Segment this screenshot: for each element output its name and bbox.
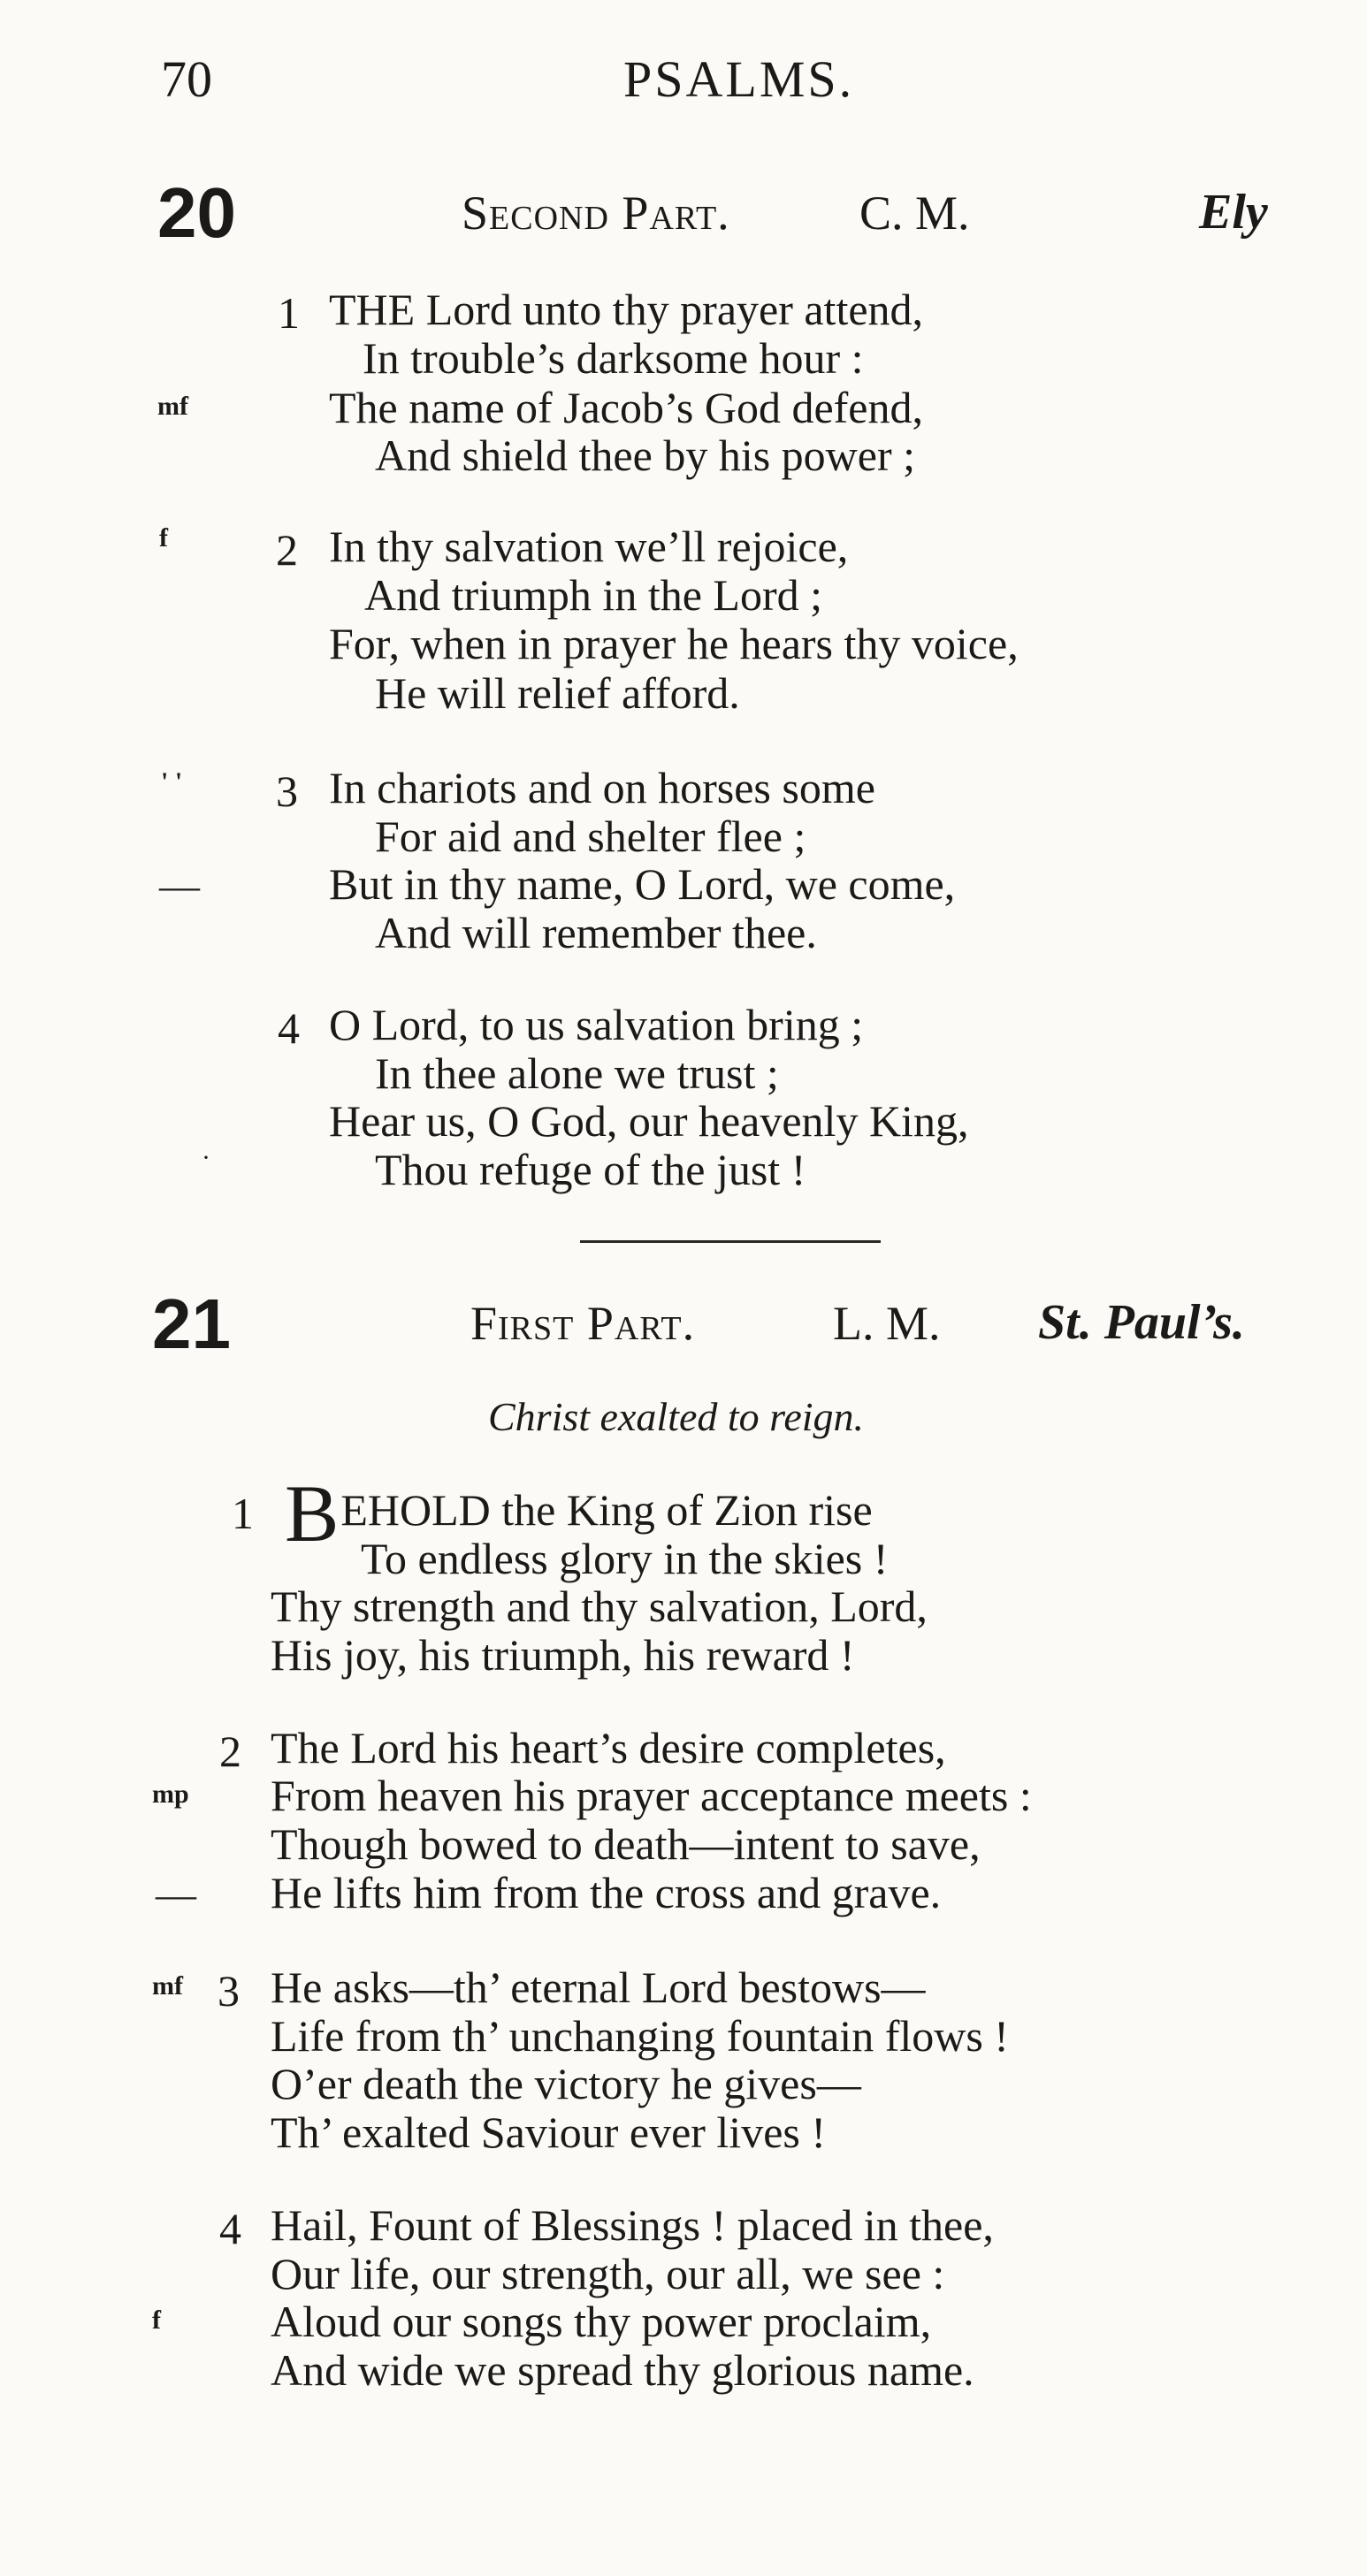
psalm-21-verse-1-number: 1 (232, 1489, 254, 1538)
verse-line: Hear us, O God, our heavenly King, (329, 1096, 969, 1146)
drop-cap: B (285, 1468, 340, 1559)
psalm-21-part: First Part. (470, 1297, 696, 1350)
verse-line: Though bowed to death—intent to save, (271, 1819, 981, 1869)
verse-line: O Lord, to us salvation bring ; (329, 1000, 864, 1049)
verse-line: Life from th’ unchanging fountain flows ! (271, 2011, 1009, 2061)
verse-line: The name of Jacob’s God defend, (329, 383, 923, 432)
verse-line: In thee alone we trust ; (375, 1048, 779, 1098)
psalm-21-meter: L. M. (833, 1297, 941, 1350)
dash-mark: — (156, 1871, 196, 1917)
verse-line: He will relief afford. (375, 668, 740, 718)
psalm-21-verse-4-number: 4 (219, 2204, 241, 2253)
verse-line: And triumph in the Lord ; (364, 570, 822, 620)
verse-line: THE Lord unto thy prayer attend, (329, 285, 924, 334)
psalm-21-subject: Christ exalted to reign. (488, 1394, 865, 1439)
psalm-20-meter: C. M. (859, 187, 970, 240)
verse-line: Our life, our strength, our all, we see : (271, 2249, 945, 2298)
dynamic-mark-mf: mf (152, 1971, 183, 2001)
verse-line: In thy salvation we’ll rejoice, (329, 522, 849, 571)
dynamic-mark-mf: mf (157, 392, 188, 421)
page-number: 70 (161, 50, 212, 108)
verse-line: For aid and shelter flee ; (375, 812, 806, 861)
verse-line: O’er death the victory he gives— (271, 2059, 861, 2108)
verse-line: For, when in prayer he hears thy voice, (329, 619, 1019, 668)
pause-mark: ' ' (161, 767, 183, 796)
verse-line: From heaven his prayer acceptance meets : (271, 1771, 1032, 1820)
verse-line: The Lord his heart’s desire completes, (271, 1723, 946, 1772)
psalm-20-verse-1-number: 1 (278, 288, 300, 338)
verse-line: Thou refuge of the just ! (375, 1145, 806, 1194)
verse-line: Thy strength and thy salvation, Lord, (271, 1581, 928, 1631)
psalm-21-number: 21 (152, 1284, 231, 1363)
dynamic-mark-f: f (152, 2305, 161, 2335)
verse-line: He asks—th’ eternal Lord bestows— (271, 1962, 926, 2012)
verse-line: In trouble’s darksome hour : (363, 333, 864, 383)
psalm-20-number: 20 (157, 173, 236, 252)
psalm-20-part: Second Part. (462, 187, 730, 240)
dynamic-mark-f: f (159, 523, 168, 553)
verse-line: Hail, Fount of Blessings ! placed in thee, (271, 2200, 994, 2250)
psalm-20-tune: Ely (1199, 185, 1268, 240)
verse-line: He lifts him from the cross and grave. (271, 1868, 942, 1917)
dash-mark: — (159, 863, 200, 908)
dynamic-mark-mp: mp (152, 1780, 189, 1809)
verse-line: In chariots and on horses some (329, 763, 875, 812)
verse-line: And shield thee by his power ; (375, 431, 916, 480)
psalm-20-verse-4-number: 4 (278, 1003, 300, 1053)
verse-line: Th’ exalted Saviour ever lives ! (271, 2107, 827, 2157)
verse-line: To endless glory in the skies ! (361, 1534, 889, 1583)
dot-mark: · (202, 1143, 210, 1172)
psalm-21-verse-2-number: 2 (219, 1726, 241, 1776)
verse-line: And will remember thee. (375, 908, 817, 957)
section-divider (580, 1240, 881, 1243)
verse-line: But in thy name, O Lord, we come, (329, 859, 956, 909)
running-head: PSALMS. (623, 50, 855, 108)
verse-line: Aloud our songs thy power proclaim, (271, 2297, 932, 2346)
verse-line: His joy, his triumph, his reward ! (271, 1630, 855, 1680)
verse-line: And wide we spread thy glorious name. (271, 2345, 974, 2395)
verse-line: BEHOLD the King of Zion rise (285, 1468, 873, 1559)
psalm-20-verse-3-number: 3 (276, 766, 298, 816)
psalm-21-verse-3-number: 3 (218, 1966, 240, 2016)
psalm-20-verse-2-number: 2 (276, 525, 298, 575)
psalm-21-tune: St. Paul’s. (1038, 1295, 1245, 1350)
